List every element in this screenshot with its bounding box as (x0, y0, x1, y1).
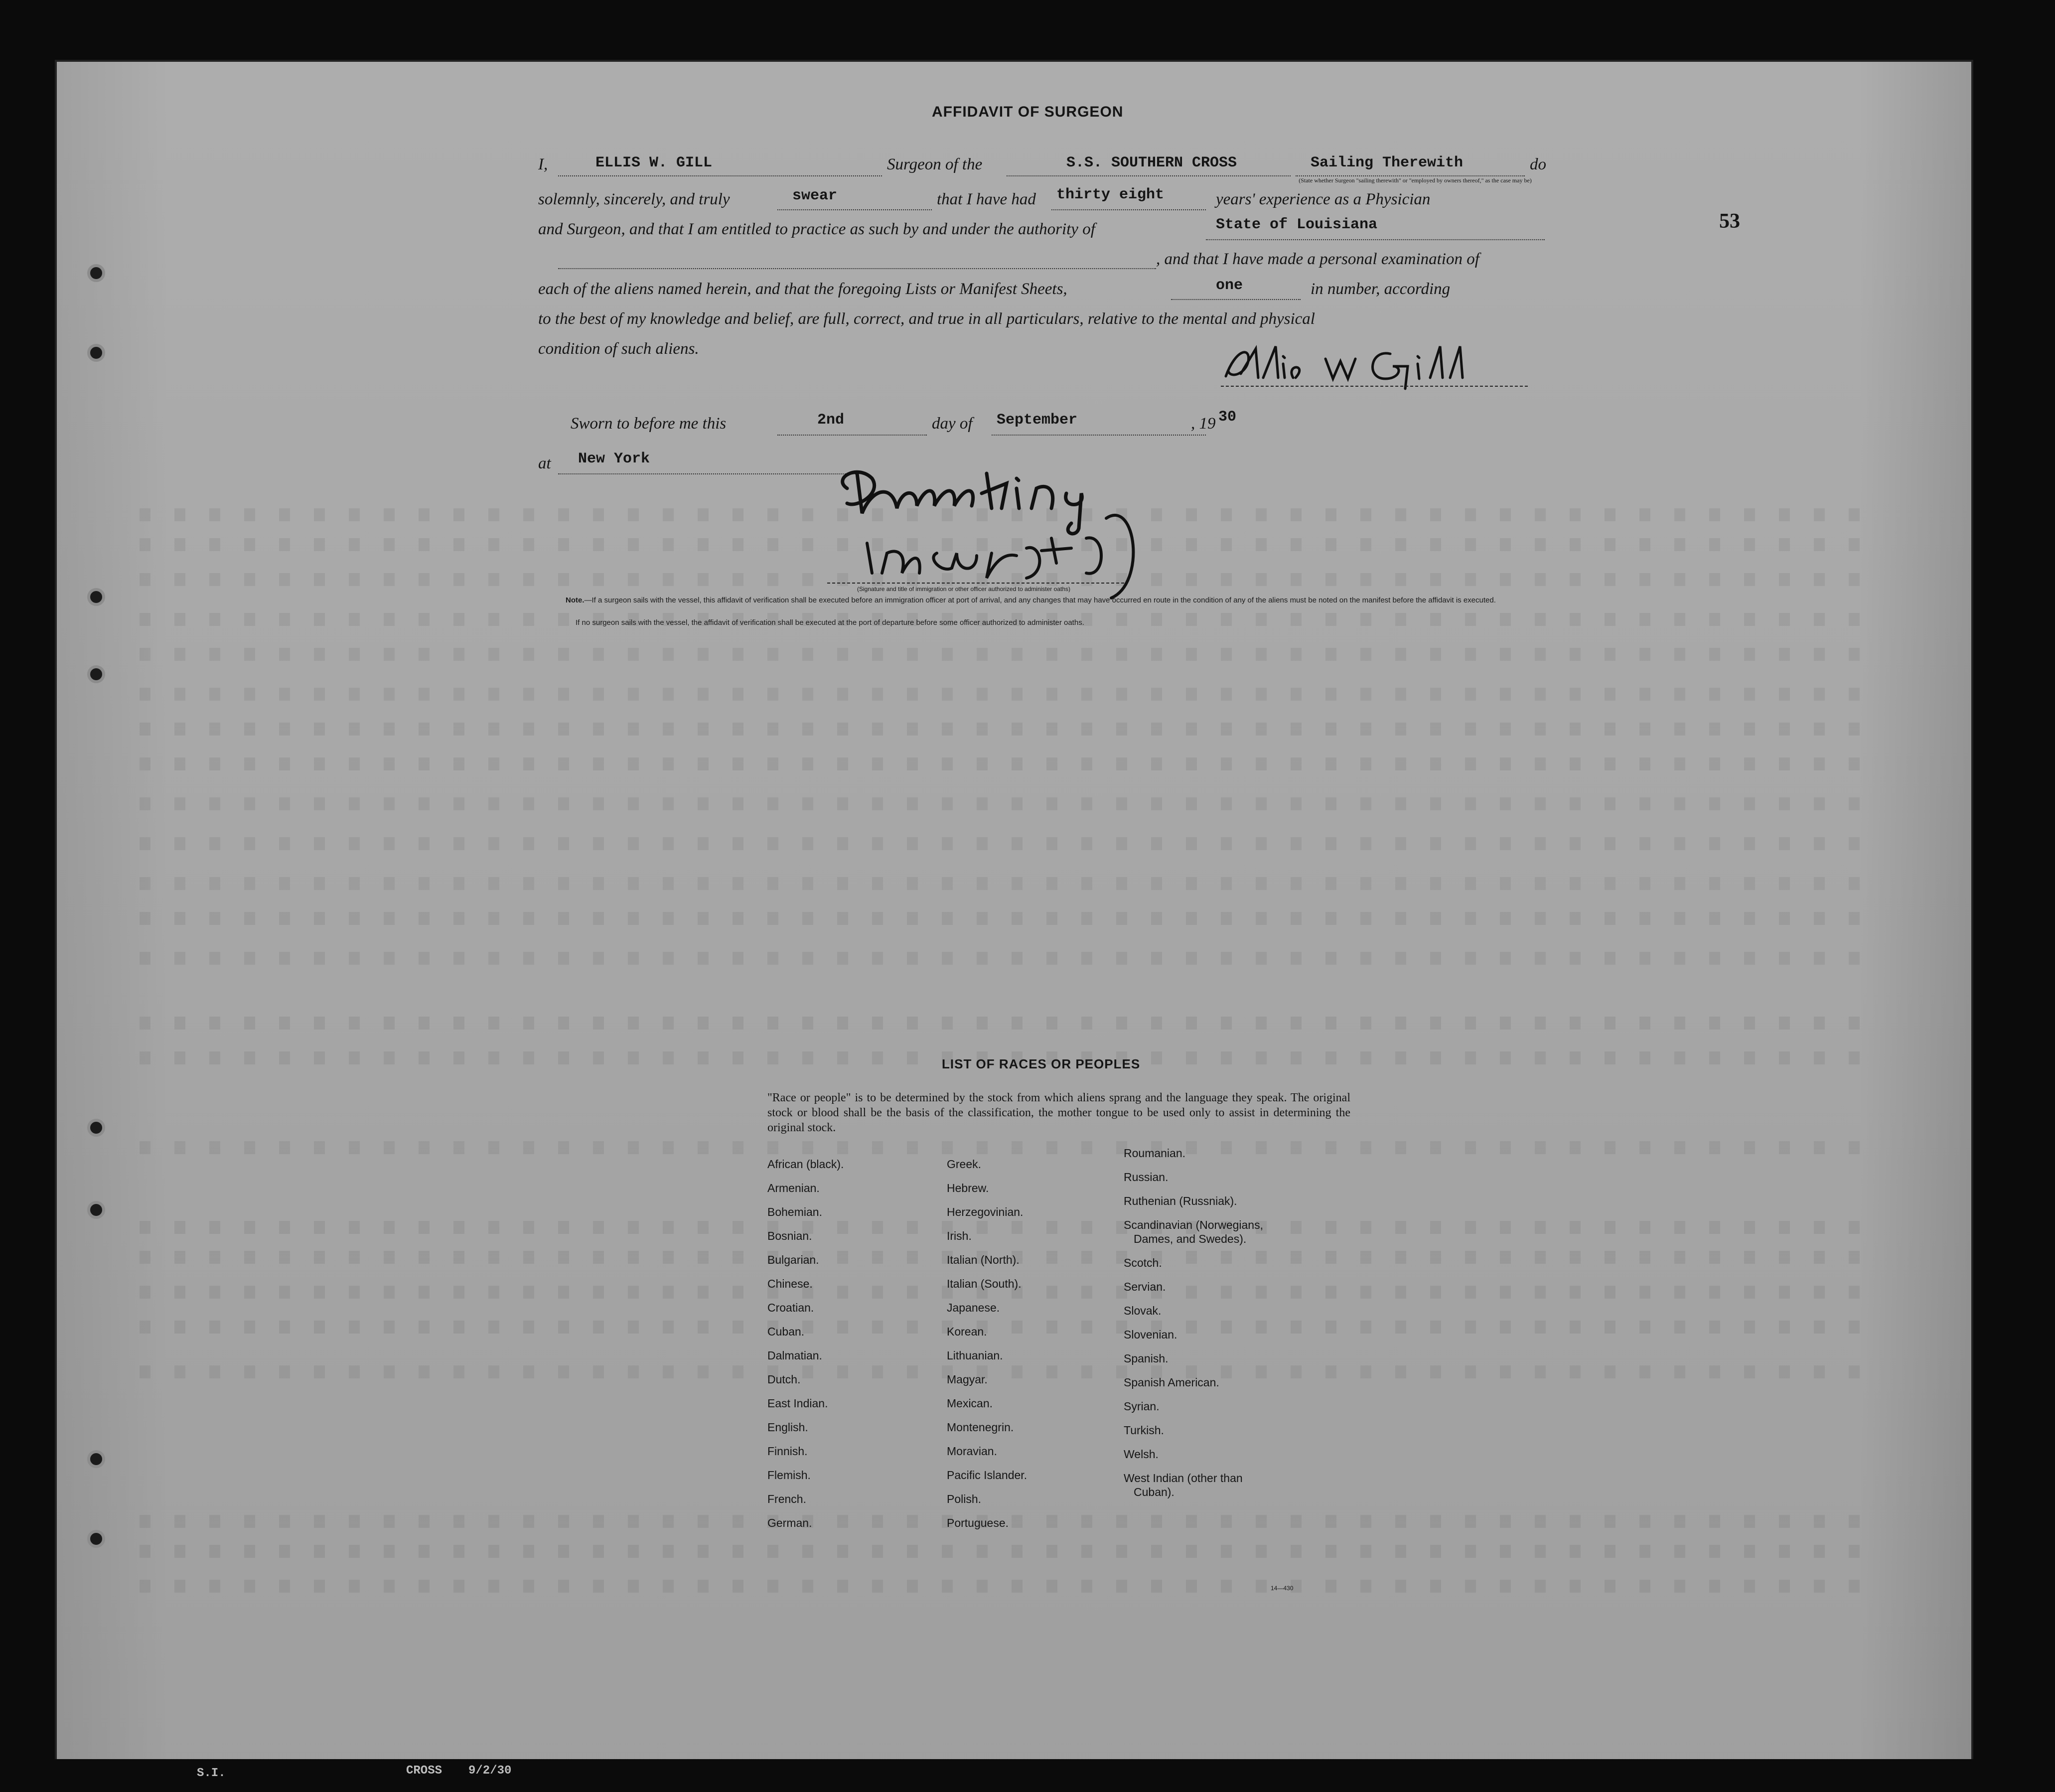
bleed-through-row (140, 912, 1884, 925)
races-column-3 (1124, 1146, 1263, 1499)
bleed-through-row (140, 837, 1884, 850)
race-item: Herzegovinian. (947, 1205, 1024, 1218)
race-item: Ruthenian (Russniak). (1124, 1195, 1237, 1207)
race-item: Mexican. (947, 1397, 993, 1410)
years-value: thirty eight (1056, 186, 1165, 203)
text-condition: condition of such aliens. (538, 340, 699, 358)
affidavit-title: AFFIDAVIT OF SURGEON (932, 104, 1124, 120)
race-item: West Indian (other than (1124, 1472, 1243, 1485)
note-text-2: If no surgeon sails with the vessel, the affidavit of verification shall be executed at the port of departure before some officer authorized to administer oaths. (576, 618, 1084, 627)
footer-label: S.I. (197, 1767, 226, 1780)
note-text-1: —If a surgeon sails with the vessel, this affidavit of verification shall be executed before an immigration officer at port of arrival, and any changes that may have occurred en route in the condition of any of the aliens must be noted on the manifest before the affidavit is executed. (584, 596, 1496, 604)
text-years-experience: years' experience as a Physician (1216, 190, 1431, 208)
race-item: Japanese. (947, 1301, 1000, 1314)
manifest-page (55, 60, 1973, 1789)
fill-line (777, 435, 927, 436)
binder-hole (87, 1119, 105, 1137)
bleed-through-row (140, 648, 1884, 661)
race-item: Armenian. (767, 1182, 820, 1195)
fill-line (1206, 239, 1545, 240)
bleed-through-row (140, 688, 1884, 701)
race-item: Hebrew. (947, 1182, 989, 1195)
place: New York (578, 450, 650, 467)
race-item: Dalmatian. (767, 1349, 822, 1362)
race-item: Lithuanian. (947, 1349, 1003, 1362)
race-item: Polish. (947, 1493, 982, 1505)
text-that-i-have-had: that I have had (937, 190, 1036, 208)
binder-hole (87, 1201, 105, 1219)
text-solemnly: solemnly, sincerely, and truly (538, 190, 730, 208)
race-item: Italian (South). (947, 1277, 1022, 1290)
fill-line (558, 175, 882, 176)
race-item: Italian (North). (947, 1253, 1020, 1266)
fill-line (1007, 175, 1291, 176)
race-item: Welsh. (1124, 1448, 1159, 1461)
bleed-through-row (140, 757, 1884, 770)
race-item: Roumanian. (1124, 1147, 1186, 1160)
binder-hole (87, 588, 105, 606)
race-item: Korean. (947, 1325, 987, 1338)
footer-strip (0, 1759, 2055, 1792)
race-item: Moravian. (947, 1445, 997, 1458)
race-item: Slovak. (1124, 1304, 1162, 1317)
race-item: Magyar. (947, 1373, 988, 1386)
race-item: French. (767, 1493, 806, 1505)
text-i: I, (538, 155, 548, 173)
footer-date: 9/2/30 (468, 1764, 512, 1778)
race-item: Finnish. (767, 1445, 808, 1458)
race-item: Portuguese. (947, 1516, 1009, 1529)
fill-line (558, 268, 1156, 269)
binder-hole (87, 1450, 105, 1468)
authority: State of Louisiana (1216, 216, 1378, 233)
race-item: Cuban). (1134, 1486, 1174, 1498)
races-column-2 (947, 1152, 1027, 1535)
oath-word: swear (792, 187, 838, 204)
fill-line (558, 473, 857, 474)
fill-line (992, 435, 1206, 436)
bleed-through-row (140, 723, 1884, 736)
sheets-count: one (1216, 277, 1243, 294)
surgeon-name: ELLIS W. GILL (595, 154, 713, 171)
sworn-year: 30 (1218, 409, 1237, 426)
note-label: Note. (566, 596, 585, 604)
form-code: 14—430 (1271, 1585, 1294, 1592)
fill-line (777, 209, 932, 210)
race-item: Flemish. (767, 1469, 811, 1482)
text-and-that: , and that I have made a personal examination of (1156, 250, 1479, 268)
race-item: Spanish. (1124, 1352, 1169, 1365)
bleed-through-row (140, 1017, 1884, 1030)
race-item: Pacific Islander. (947, 1469, 1028, 1482)
binder-hole (87, 1530, 105, 1548)
footer-vessel: CROSS (406, 1764, 442, 1778)
race-item: German. (767, 1516, 812, 1529)
race-item: Turkish. (1124, 1424, 1164, 1437)
sailing-status: Sailing Therewith (1311, 154, 1464, 171)
fill-line (1171, 299, 1301, 300)
race-item: Croatian. (767, 1301, 814, 1314)
races-title: LIST OF RACES OR PEOPLES (942, 1056, 1141, 1071)
sworn-day: 2nd (817, 412, 845, 429)
bleed-through-row (140, 1580, 1884, 1593)
race-item: Bohemian. (767, 1205, 822, 1218)
race-item: African (black). (767, 1158, 844, 1171)
race-item: Dutch. (767, 1373, 801, 1386)
race-item: Spanish American. (1124, 1376, 1219, 1389)
vessel-name: S.S. SOUTHERN CROSS (1066, 154, 1237, 171)
officer-caption: (Signature and title of immigration or other officer authorized to administer oaths) (857, 586, 1070, 593)
race-item: Chinese. (767, 1277, 813, 1290)
race-item: Cuban. (767, 1325, 805, 1338)
bleed-through-row (140, 877, 1884, 890)
fill-line (1296, 175, 1525, 176)
page-number: 53 (1719, 210, 1740, 233)
races-intro: "Race or people" is to be determined by the stock from which aliens sprang and the language they speak. The original stock or blood shall be the basis of the classification, the mother tongue to be used only to assist in determining the original stock. (767, 1091, 1350, 1134)
bleed-through-row (140, 1545, 1884, 1558)
race-item: Dames, and Swedes). (1134, 1232, 1247, 1245)
bleed-through-row (140, 952, 1884, 965)
race-item: Scandinavian (Norwegians, (1124, 1218, 1263, 1231)
text-do: do (1530, 155, 1546, 173)
race-item: Irish. (947, 1229, 972, 1242)
surgeon-signature (1221, 339, 1540, 396)
bleed-through-row (140, 797, 1884, 810)
sworn-month: September (997, 412, 1078, 429)
text-day-of: day of (932, 415, 973, 433)
race-item: Syrian. (1124, 1400, 1160, 1413)
race-item: East Indian. (767, 1397, 828, 1410)
race-item: Russian. (1124, 1171, 1169, 1184)
binder-hole (87, 264, 105, 282)
text-to-the-best: to the best of my knowledge and belief, are full, correct, and true in all particulars, relative to the mental and physical (538, 310, 1315, 328)
text-year-prefix: , 19 (1191, 415, 1216, 433)
race-item: Scotch. (1124, 1256, 1162, 1269)
race-item: Bulgarian. (767, 1253, 819, 1266)
text-sworn: Sworn to before me this (571, 415, 727, 433)
race-item: English. (767, 1421, 808, 1434)
sailing-note: (State whether Surgeon "sailing therewith" or "employed by owners thereof," as the case may be) (1299, 177, 1532, 184)
race-item: Greek. (947, 1158, 982, 1171)
text-in-number: in number, according (1311, 280, 1451, 298)
affidavit-note (566, 596, 1557, 605)
race-item: Servian. (1124, 1280, 1166, 1293)
race-item: Slovenian. (1124, 1328, 1177, 1341)
binder-hole (87, 665, 105, 683)
races-column-1 (767, 1152, 844, 1535)
race-item: Montenegrin. (947, 1421, 1014, 1434)
fill-line (1051, 209, 1206, 210)
text-each-of: each of the aliens named herein, and that the foregoing Lists or Manifest Sheets, (538, 280, 1067, 298)
binder-hole (87, 344, 105, 362)
text-surgeon-of: Surgeon of the (887, 155, 983, 173)
text-at: at (538, 454, 551, 472)
race-item: Bosnian. (767, 1229, 812, 1242)
text-and-surgeon: and Surgeon, and that I am entitled to practice as such by and under the authority of (538, 220, 1095, 238)
